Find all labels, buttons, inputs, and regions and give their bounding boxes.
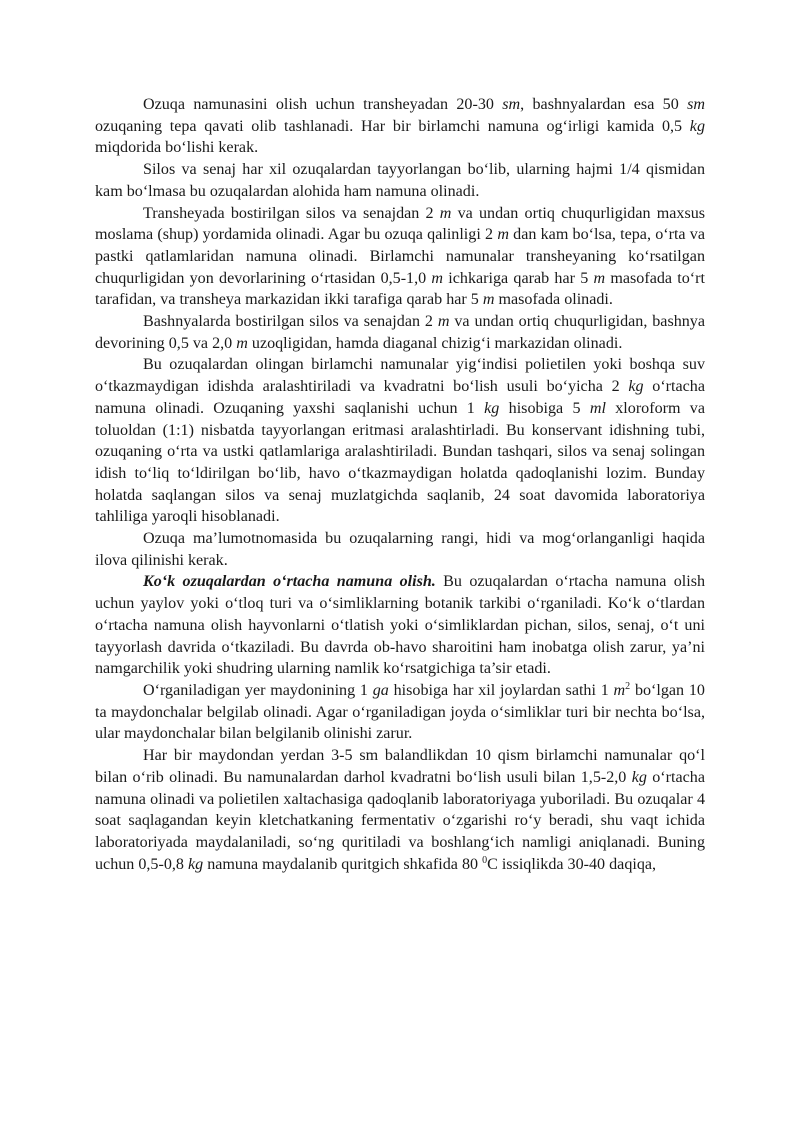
- paragraph-text: uzoqligidan, hamda diaganal chizig‘i markazidan olinadi.: [247, 334, 623, 352]
- paragraph-text: o‘rtacha namuna olinadi va polietilen xaltachasiga qadoqlanib laboratoriyaga yuboriladi. Bu ozuqalar 4 soat saqlagandan keyin kletchatkaning fermentativ o‘zgarishi ro‘y beradi, shu vaqt ichida laboratoriyada maydalaniladi, so‘ng quritiladi va boshlang‘ich namligi aniqlanadi. Buning uchun 0,5-0,8: [95, 768, 705, 873]
- paragraph-text: xloroform va toluoldan (1:1) nisbatda tayyorlangan eritmasi aralashtirladi. Bu konservant idishning tubi, ozuqaning o‘rta va ustki qatlamlariga aralashtiriladi. Bundan tashqari, silos va senaj solingan idish to‘liq to‘ldirilgan bo‘lib, havo o‘tkazmaydigan holatda qadoqlanishi lozim. Bunday holatda saqlangan silos va senaj muzlatgichda saqlanib, 24 soat davomida laboratoriya tahliliga yaroqli hisoblanadi.: [95, 399, 705, 526]
- paragraph: [95, 159, 705, 202]
- paragraph-text: Har bir maydondan yerdan 3-5 sm balandlikdan 10 qism birlamchi namunalar qo‘l bilan o‘rib olinadi. Bu namunalardan darhol kvadratni bo‘lish usuli bilan 1,5-2,0: [95, 747, 705, 786]
- paragraph: [95, 94, 705, 159]
- paragraph-text: Bashnyalarda bostirilgan silos va senajdan 2: [143, 313, 438, 331]
- paragraph-text: hisobiga 5: [499, 399, 590, 417]
- paragraph: [95, 203, 705, 312]
- superscript: 0: [482, 854, 488, 866]
- superscript: 2: [625, 680, 631, 692]
- unit-text: kg: [689, 117, 705, 135]
- paragraph-text: Ozuqa namunasini olish uchun transheyadan 20-30: [143, 96, 503, 113]
- paragraph-text: , bashnyalardan esa 50: [520, 96, 688, 113]
- unit-text: m: [497, 226, 509, 244]
- paragraph-text: va undan ortiq chuqurligidan maxsus moslama (shup) yordamida olinadi. Agar bu ozuqa qalinligi 2: [95, 204, 706, 244]
- paragraph-text: bo‘lgan 10 ta maydonchalar belgilab olinadi. Agar o‘rganiladigan joyda o‘simliklar turi bir nechta bo‘lsa, ular maydonchalar bilan belgilanib olinishi zarur.: [95, 681, 705, 743]
- section-heading: Ko‘k ozuqalardan o‘rtacha namuna olish.: [143, 573, 436, 591]
- unit-text: kg: [187, 855, 204, 873]
- document-page: [95, 94, 705, 875]
- paragraph: [95, 680, 705, 745]
- unit-text: ml: [589, 399, 606, 417]
- unit-text: m: [482, 291, 495, 309]
- paragraph-text: ichkariga qarab har 5: [443, 269, 594, 287]
- paragraph-text: O‘rganiladigan yer maydonining 1: [143, 681, 373, 699]
- unit-text: kg: [484, 399, 500, 417]
- unit-text: m: [613, 681, 626, 699]
- unit-text: kg: [628, 378, 644, 396]
- paragraph-text: miqdorida bo‘lishi kerak.: [95, 139, 259, 157]
- unit-text: m: [431, 269, 444, 287]
- paragraph: [95, 528, 705, 571]
- paragraph: [95, 354, 705, 528]
- paragraph: [95, 745, 705, 875]
- paragraph-text: Transheyada bostirilgan silos va senajdan 2: [143, 204, 440, 222]
- paragraph-text: ozuqaning tepa qavati olib tashlanadi. Har bir birlamchi namuna og‘irligi kamida 0,5: [95, 117, 690, 135]
- paragraph: [95, 311, 705, 354]
- paragraph-text: dan kam bo‘lsa, tepa, o‘rta va pastki qatlamlaridan namuna olinadi. Birlamchi namunalar transheyaning ko‘rsatilgan chuqurligidan yon devorlarining o‘rtasidan 0,5-1,0: [95, 226, 705, 287]
- unit-text: m: [236, 334, 248, 352]
- paragraph-text: masofada olinadi.: [494, 291, 613, 309]
- paragraph: [95, 571, 705, 680]
- paragraph-text: namuna maydalanib quritgich shkafida 80: [203, 855, 483, 873]
- unit-text: sm: [502, 96, 521, 113]
- paragraph-text: Ozuqa ma’lumotnomasida bu ozuqalarning rangi, hidi va mog‘orlanganligi haqida ilova qilinishi kerak.: [95, 530, 705, 569]
- paragraph-text: C issiqlikda 30-40 daqiqa,: [487, 855, 657, 873]
- unit-text: sm: [687, 96, 705, 113]
- unit-text: kg: [631, 768, 647, 786]
- unit-text: m: [593, 269, 606, 287]
- paragraph-text: va undan ortiq chuqurligidan, bashnya devorining 0,5 va 2,0: [95, 313, 705, 352]
- paragraph-text: masofada to‘rt tarafidan, va transheya markazidan ikki tarafiga qarab har 5: [95, 269, 705, 309]
- paragraph-text: Silos va senaj har xil ozuqalardan tayyorlangan bo‘lib, ularning hajmi 1/4 qismidan kam bo‘lmasa bu ozuqalardan alohida ham namuna olinadi.: [95, 161, 705, 200]
- unit-text: m: [439, 204, 452, 222]
- unit-text: ga: [372, 681, 389, 699]
- paragraph-text: Bu ozuqalardan o‘rtacha namuna olish uchun yaylov yoki o‘tloq turi va o‘simliklarning botanik tarkibi o‘rganiladi. Ko‘k o‘tlardan o‘rtacha namuna olish hayvonlarni o‘tlatish yoki o‘simliklardan pichan, silos, senaj, o‘t uni tayyorlash davrida o‘tkaziladi. Bu davrda ob-havo sharoitini ham inobatga olish zarur, ya’ni namgarchilik yoki shudring ularning namlik ko‘rsatgichiga ta’sir etadi.: [95, 573, 705, 678]
- unit-text: m: [437, 313, 450, 331]
- paragraph-text: o‘rtacha namuna olinadi. Ozuqaning yaxshi saqlanishi uchun 1: [95, 378, 705, 417]
- paragraph-text: Bu ozuqalardan olingan birlamchi namunalar yig‘indisi polietilen yoki boshqa suv o‘tkazmaydigan idishda aralashtiriladi va kvadratni bo‘lish usuli bo‘yicha 2: [95, 356, 705, 396]
- paragraph-text: hisobiga har xil joylardan sathi 1: [388, 681, 614, 699]
